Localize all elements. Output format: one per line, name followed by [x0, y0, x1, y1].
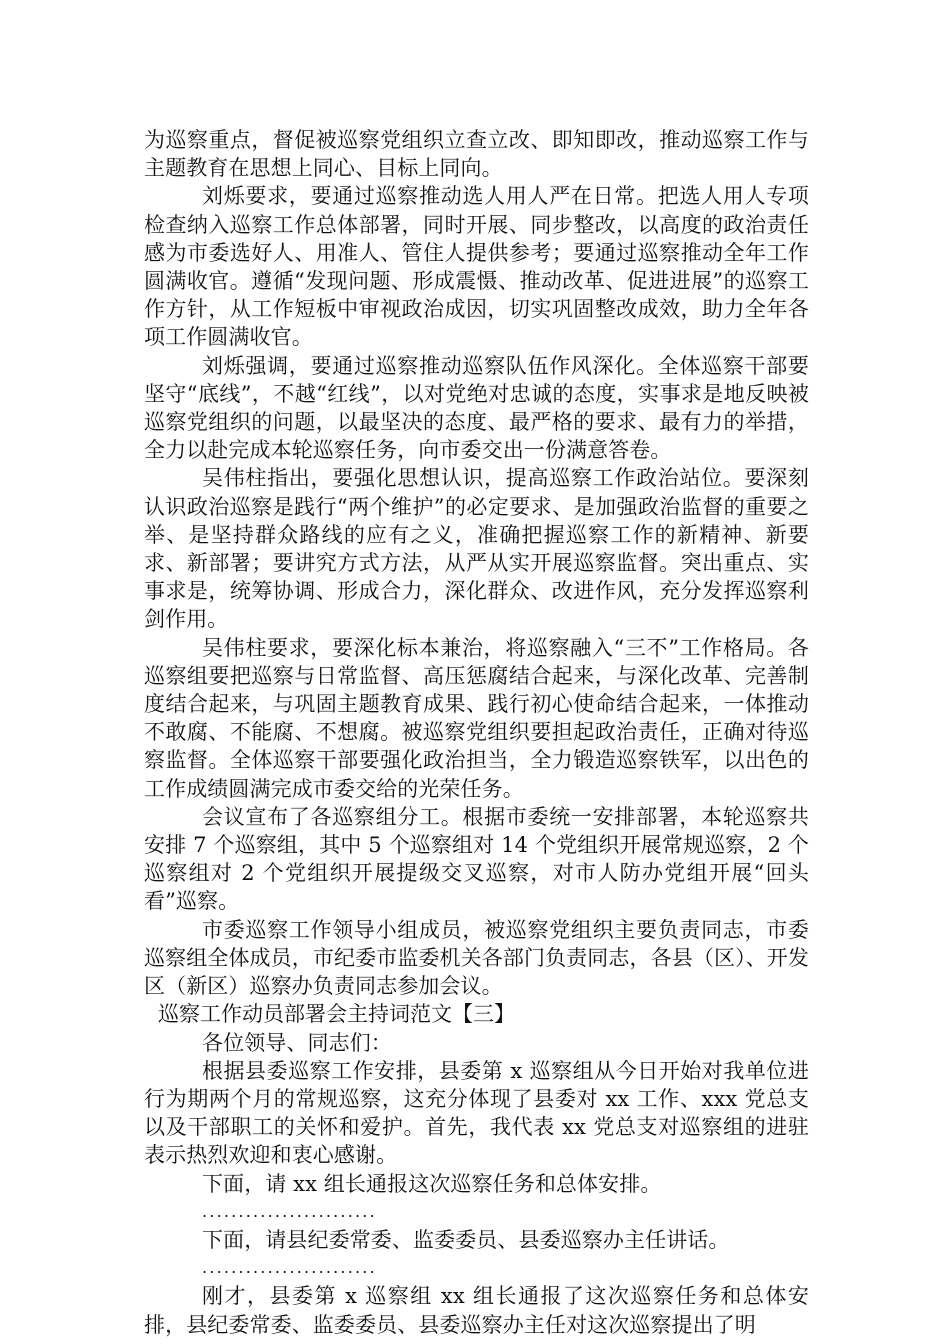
- paragraph-3: 刘烁强调，要通过巡察推动巡察队伍作风深化。全体巡察干部要坚守“底线”，不越“红线”，以对党绝对忠诚的态度，实事求是地反映被巡察党组织的问题，以最坚决的态度、最严格的要求、最有力的举措，全力以赴完成本轮巡察任务，向市委交出一份满意答卷。: [144, 353, 809, 463]
- ellipsis-line-1: ........................: [202, 1201, 377, 1221]
- section-heading: 巡察工作动员部署会主持词范文【三】: [158, 1002, 515, 1027]
- paragraph-9: 下面，请 xx 组长通报这次巡察任务和总体安排。: [202, 1171, 662, 1196]
- paragraph-1: 为巡察重点，督促被巡察党组织立查立改、即知即改，推动巡察工作与主题教育在思想上同心、目标上同向。: [144, 128, 809, 181]
- paragraph-8: 根据县委巡察工作安排，县委第 x 巡察组从今日开始对我单位进行为期两个月的常规巡察，这充分体现了县委对 xx 工作、xxx 党总支以及干部职工的关怀和爱护。首先，我代表 xx 党总支对巡察组的进驻表示热烈欢迎和衷心感谢。: [144, 1058, 809, 1168]
- paragraph-11: 刚才，县委第 x 巡察组 xx 组长通报了这次巡察任务和总体安排，县纪委常委、监委委员、县委巡察办主任对这次巡察提出了明: [144, 1284, 809, 1337]
- paragraph-4: 吴伟柱指出，要强化思想认识，提高巡察工作政治站位。要深刻认识政治巡察是践行“两个维护”的必定要求、是加强政治监督的重要之举、是坚持群众路线的应有之义，准确把握巡察工作的新精神、新要求、新部署；要讲究方式方法，从严从实开展巡察监督。突出重点、实事求是，统筹协调、形成合力，深化群众、改进作风，充分发挥巡察利剑作用。: [144, 466, 809, 632]
- ellipsis-line-2: ........................: [202, 1258, 377, 1278]
- paragraph-10: 下面，请县纪委常委、监委委员、县委巡察办主任讲话。: [202, 1227, 730, 1252]
- paragraph-7: 市委巡察工作领导小组成员，被巡察党组织主要负责同志，市委巡察组全体成员，市纪委市监委机关各部门负责同志，各县（区）、开发区（新区）巡察办负责同志参加会议。: [144, 917, 809, 999]
- paragraph-5: 吴伟柱要求，要深化标本兼治，将巡察融入“三不”工作格局。各巡察组要把巡察与日常监督、高压惩腐结合起来，与深化改革、完善制度结合起来，与巩固主题教育成果、践行初心使命结合起来，一体推动不敢腐、不能腐、不想腐。被巡察党组织要担起政治责任，正确对待巡察监督。全体巡察干部要强化政治担当，全力锻造巡察铁军，以出色的工作成绩圆满完成市委交给的光荣任务。: [144, 635, 809, 801]
- paragraph-2: 刘烁要求，要通过巡察推动选人用人严在日常。把选人用人专项检查纳入巡察工作总体部署，同时开展、同步整改，以高度的政治责任感为市委选好人、用准人、管住人提供参考；要通过巡察推动全年工作圆满收官。遵循“发现问题、形成震慑、推动改革、促进进展”的巡察工作方针，从工作短板中审视政治成因，切实巩固整改成效，助力全年各项工作圆满收官。: [144, 184, 809, 350]
- paragraph-6: 会议宣布了各巡察组分工。根据市委统一安排部署，本轮巡察共安排 7 个巡察组，其中 5 个巡察组对 14 个党组织开展常规巡察，2 个巡察组对 2 个党组织开展提级交叉巡察，对市人防办党组开展“回头看”巡察。: [144, 804, 809, 914]
- document-page: [144, 126, 809, 1339]
- greeting: 各位领导、同志们：: [202, 1030, 392, 1055]
